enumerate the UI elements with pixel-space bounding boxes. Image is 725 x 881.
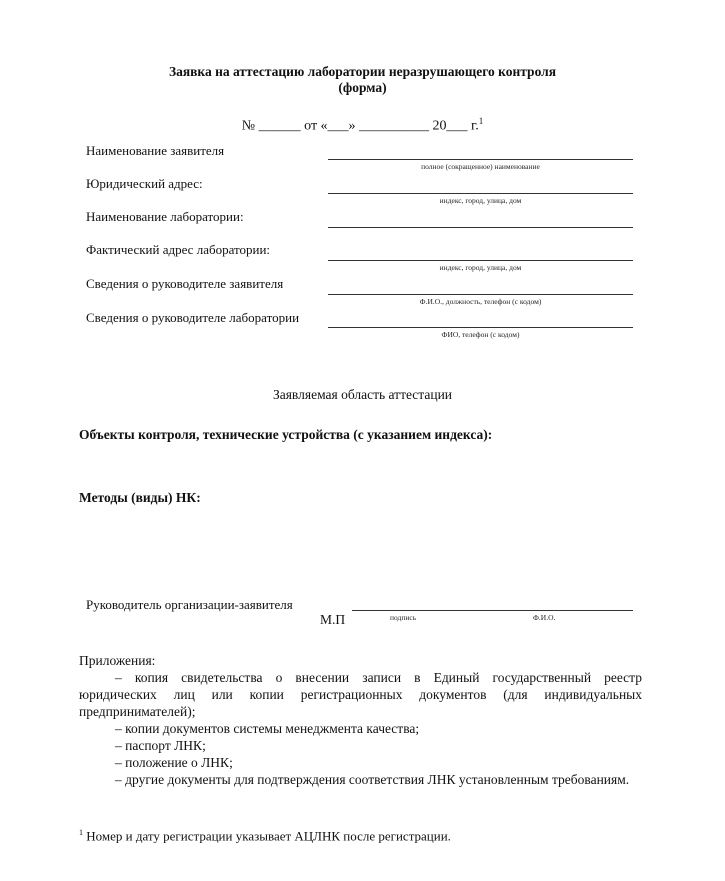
appendix-item-1-line-2: юридических лиц или копии регистрационных документов (для индивидуальных xyxy=(79,687,642,702)
stamp-label: М.П xyxy=(320,612,346,627)
field-label-laboratory-name: Наименование лаборатории: xyxy=(86,209,244,224)
signature-caption-sign: подпись xyxy=(390,613,417,622)
appendix-item-1-line-3: предпринимателей); xyxy=(79,704,196,719)
footnote-text: Номер и дату регистрации указывает АЦЛНК после регистрации. xyxy=(86,828,451,844)
field-line-laboratory-head[interactable] xyxy=(328,327,633,328)
field-caption-laboratory-address: индекс, город, улица, дом xyxy=(439,263,522,272)
field-label-legal-address: Юридический адрес: xyxy=(86,176,203,191)
form-subtitle: (форма) xyxy=(338,80,387,95)
field-label-laboratory-address: Фактический адрес лаборатории: xyxy=(86,242,271,257)
field-line-applicant-name[interactable] xyxy=(328,159,633,160)
appendix-heading: Приложения: xyxy=(79,653,156,668)
footnote xyxy=(79,828,451,844)
form-title: Заявка на аттестацию лаборатории неразрушающего контроля xyxy=(168,64,557,79)
footnote-mark: 1 xyxy=(478,116,484,126)
footnote-number: 1 xyxy=(79,828,83,837)
field-caption-applicant-head: Ф.И.О., должность, телефон (с кодом) xyxy=(419,297,542,306)
field-caption-laboratory-head: ФИО, телефон (с кодом) xyxy=(441,330,520,339)
appendix-item: – положение о ЛНК; xyxy=(115,755,233,770)
objects-heading: Объекты контроля, технические устройства (с указанием индекса): xyxy=(79,427,493,442)
methods-heading: Методы (виды) НК: xyxy=(79,490,201,505)
registration-number-text: № ______ от «___» __________ 20___ г. xyxy=(241,118,479,134)
appendix-block xyxy=(79,652,642,788)
field-caption-applicant-name: полное (сокращенное) наименование xyxy=(421,162,540,171)
appendix-item: – паспорт ЛНК; xyxy=(115,738,206,753)
signature-caption-name: Ф.И.О. xyxy=(533,613,556,622)
field-caption-legal-address: индекс, город, улица, дом xyxy=(439,196,522,205)
field-label-applicant-name: Наименование заявителя xyxy=(86,143,225,158)
field-line-laboratory-name[interactable] xyxy=(328,227,633,228)
field-line-laboratory-address[interactable] xyxy=(328,260,633,261)
section-title: Заявляемая область аттестации xyxy=(272,387,453,402)
field-label-applicant-head: Сведения о руководителе заявителя xyxy=(86,276,284,291)
appendix-item-1-line-1: – копия свидетельства о внесении записи в Единый государственный реестр xyxy=(115,670,642,685)
registration-number-line xyxy=(0,116,725,135)
signature-line[interactable] xyxy=(352,610,633,611)
signature-label: Руководитель организации-заявителя xyxy=(86,597,293,612)
field-line-applicant-head[interactable] xyxy=(328,294,633,295)
field-label-laboratory-head: Сведения о руководителе лаборатории xyxy=(86,310,300,325)
appendix-item: – другие документы для подтверждения соответствия ЛНК установленным требованиям. xyxy=(115,772,630,787)
appendix-item: – копии документов системы менеджмента качества; xyxy=(115,721,420,736)
field-line-legal-address[interactable] xyxy=(328,193,633,194)
